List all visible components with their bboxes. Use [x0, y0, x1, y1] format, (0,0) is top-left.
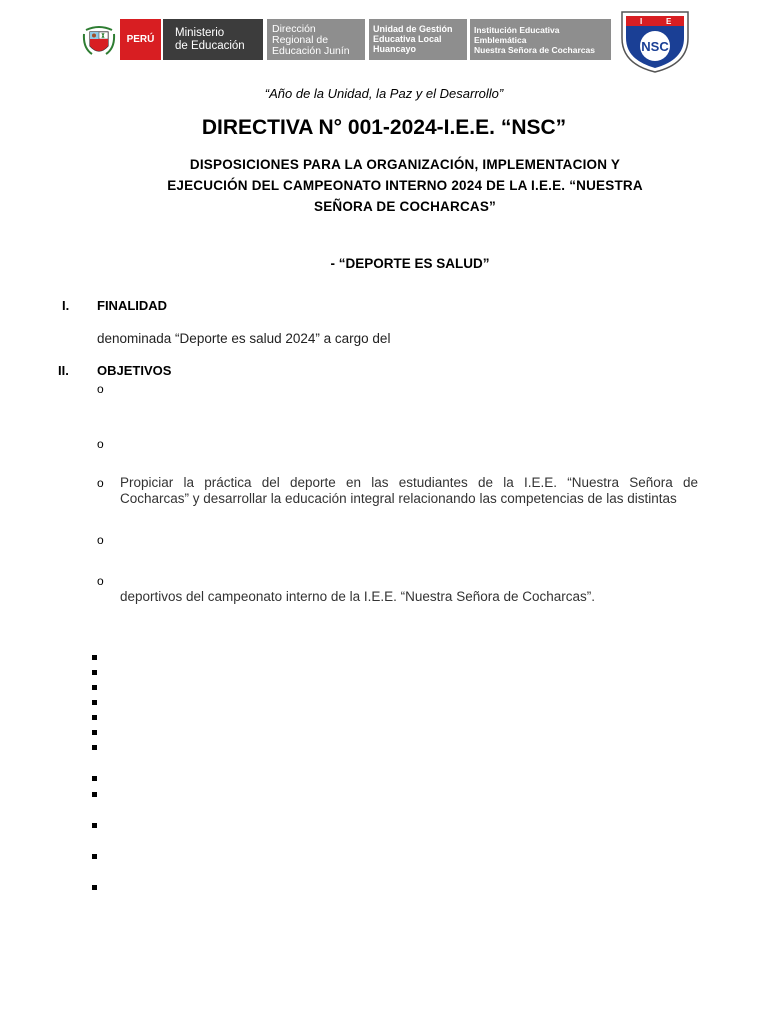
bullet-2	[92, 670, 97, 675]
objective-1-marker: o	[97, 382, 104, 396]
year-motto: “Año de la Unidad, la Paz y el Desarrollo”	[264, 86, 504, 101]
subtitle-line-3: SEÑORA DE COCHARCAS”	[313, 199, 496, 214]
ugel-line-3: Huancayo	[373, 44, 417, 54]
ugel-line-1: Unidad de Gestión	[373, 24, 453, 34]
drej-line-3: Educación Junín	[272, 45, 350, 57]
section-1-title: FINALIDAD	[97, 298, 168, 313]
section-2-number: II.	[58, 363, 69, 378]
bullet-1	[92, 655, 97, 660]
slogan: - “DEPORTE ES SALUD”	[330, 256, 490, 271]
directive-title: DIRECTIVA N° 001-2024-I.E.E. “NSC”	[201, 116, 567, 139]
drej-line-2: Regional de	[272, 34, 329, 46]
institution-line-2: Emblemática	[474, 35, 527, 45]
objective-5-marker: o	[97, 574, 104, 588]
objective-5-text: deportivos del campeonato interno de la I.E.E. “Nuestra Señora de Cocharcas”.	[120, 589, 596, 604]
ministry-badge	[163, 19, 263, 60]
directive-subtitle	[120, 154, 690, 217]
objective-4-marker: o	[97, 533, 104, 547]
peru-coat-of-arms-icon	[82, 24, 116, 60]
bullet-3	[92, 685, 97, 690]
logo-letters: NSC	[641, 39, 669, 54]
bullet-12	[92, 885, 97, 890]
peru-label: PERÚ	[126, 34, 155, 45]
objective-3-line-2: Cocharcas” y desarrollar la educación integral relacionando las competencias de las distintas	[120, 491, 677, 506]
ugel-line-2: Educativa Local	[373, 34, 442, 44]
bullet-5	[92, 715, 97, 720]
bullet-4	[92, 700, 97, 705]
objective-2-marker: o	[97, 437, 104, 451]
institution-line-3: Nuestra Señora de Cocharcas	[474, 45, 595, 55]
bullet-7	[92, 745, 97, 750]
ministry-line-2: de Educación	[175, 40, 245, 52]
drej-line-1: Dirección	[272, 23, 316, 35]
nsc-shield-logo-icon	[618, 8, 692, 74]
ugel-badge	[369, 19, 467, 60]
logo-letter-e: E	[666, 17, 672, 26]
institution-badge	[470, 19, 611, 60]
bullet-10	[92, 823, 97, 828]
subtitle-line-1: DISPOSICIONES PARA LA ORGANIZACIÓN, IMPLEMENTACION Y	[189, 157, 621, 172]
bullet-9	[92, 792, 97, 797]
ministry-line-1: Ministerio	[175, 27, 225, 39]
logo-letter-i: I	[640, 17, 643, 26]
bullet-11	[92, 854, 97, 859]
institution-line-1: Institución Educativa	[474, 25, 560, 35]
objective-3-marker: o	[97, 476, 104, 490]
objective-3-text	[120, 475, 698, 507]
section-1-text: denominada “Deporte es salud 2024” a cargo del	[97, 331, 391, 346]
objective-3-line-1: Propiciar la práctica del deporte en las estudiantes de la I.E.E. “Nuestra Señora de	[120, 475, 698, 490]
document-header	[0, 0, 768, 78]
drej-badge	[267, 19, 365, 60]
section-1-number: I.	[62, 298, 70, 313]
section-2-title: OBJETIVOS	[97, 363, 172, 378]
peru-badge	[120, 19, 161, 60]
subtitle-line-2: EJECUCIÓN DEL CAMPEONATO INTERNO 2024 DE LA I.E.E. “NUESTRA	[167, 178, 643, 193]
bullet-8	[92, 776, 97, 781]
bullet-6	[92, 730, 97, 735]
